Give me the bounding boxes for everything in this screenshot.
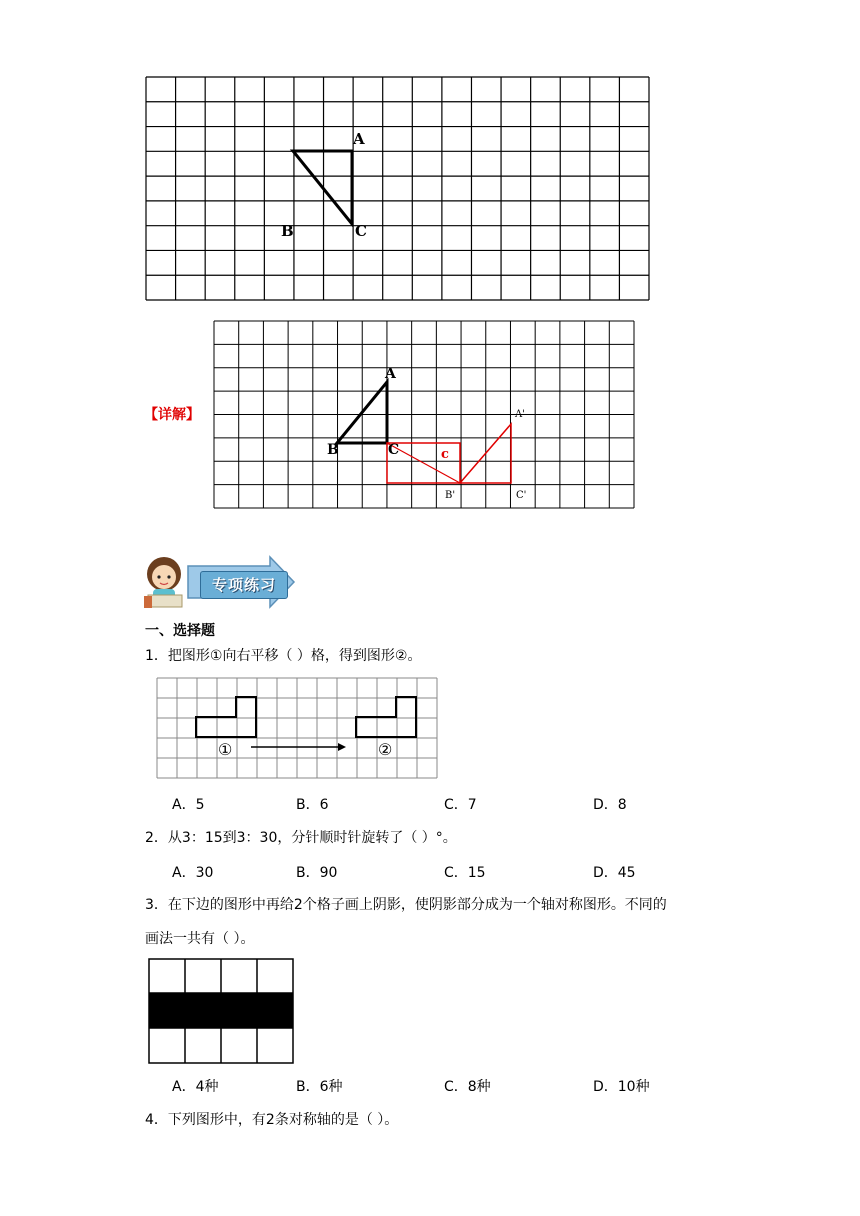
girl-cartoon-icon xyxy=(144,557,182,608)
q2-option-b[interactable]: B．90 xyxy=(296,865,338,881)
label-circle-2: ② xyxy=(378,740,393,759)
label-b: B xyxy=(327,442,339,458)
label-a: A xyxy=(353,130,365,148)
banner-title-box xyxy=(200,571,288,599)
question-1-stem: 1．把图形①向右平移（ ）格，得到图形②。 xyxy=(145,648,422,664)
q3-option-d[interactable]: D．10种 xyxy=(593,1079,650,1095)
label-a: A xyxy=(385,366,396,382)
shape-2 xyxy=(356,697,416,737)
label-a-prime: A' xyxy=(515,409,525,420)
grid-figure-triangle xyxy=(145,76,651,302)
q2-option-c[interactable]: C．15 xyxy=(444,865,486,881)
q3-option-b[interactable]: B．6种 xyxy=(296,1079,343,1095)
q1-option-c[interactable]: C．7 xyxy=(444,797,477,813)
q3-option-c[interactable]: C．8种 xyxy=(444,1079,491,1095)
question-2-stem: 2．从3：15到3：30，分针顺时针旋转了（ ）°。 xyxy=(145,830,457,846)
q1-option-b[interactable]: B．6 xyxy=(296,797,329,813)
question-3-stem-line1: 3．在下边的图形中再给2个格子画上阴影，使阴影部分成为一个轴对称图形。不同的 xyxy=(145,897,667,913)
q2-option-d[interactable]: D．45 xyxy=(593,865,636,881)
label-b-prime: B' xyxy=(445,490,456,501)
banner-title: 专项练习 xyxy=(211,576,276,594)
triangle-abc xyxy=(293,151,352,224)
arrow-head-icon xyxy=(338,743,346,751)
label-circle-1: ① xyxy=(218,740,233,759)
section-heading: 一、选择题 xyxy=(145,623,215,639)
question-3-stem-line2: 画法一共有（ ）。 xyxy=(145,931,255,947)
grid-figure-detail xyxy=(213,320,636,510)
question-3-figure xyxy=(148,958,294,1064)
label-c: C xyxy=(355,222,367,240)
label-c-prime: C' xyxy=(516,490,527,501)
question-4-stem: 4．下列图形中，有2条对称轴的是（ ）。 xyxy=(145,1112,399,1128)
shape-1 xyxy=(196,697,256,737)
q1-option-d[interactable]: D．8 xyxy=(593,797,627,813)
q2-option-a[interactable]: A．30 xyxy=(172,865,214,881)
label-c-small: c xyxy=(441,447,449,462)
grid-lines xyxy=(157,678,437,778)
label-b: B xyxy=(281,222,294,240)
grid-lines xyxy=(146,77,649,300)
question-1-figure xyxy=(156,677,438,780)
detail-label: 【详解】 xyxy=(144,407,200,423)
label-c: C xyxy=(388,442,400,458)
grid-lines xyxy=(214,321,634,508)
q1-option-a[interactable]: A．5 xyxy=(172,797,205,813)
q3-option-a[interactable]: A．4种 xyxy=(172,1079,219,1095)
